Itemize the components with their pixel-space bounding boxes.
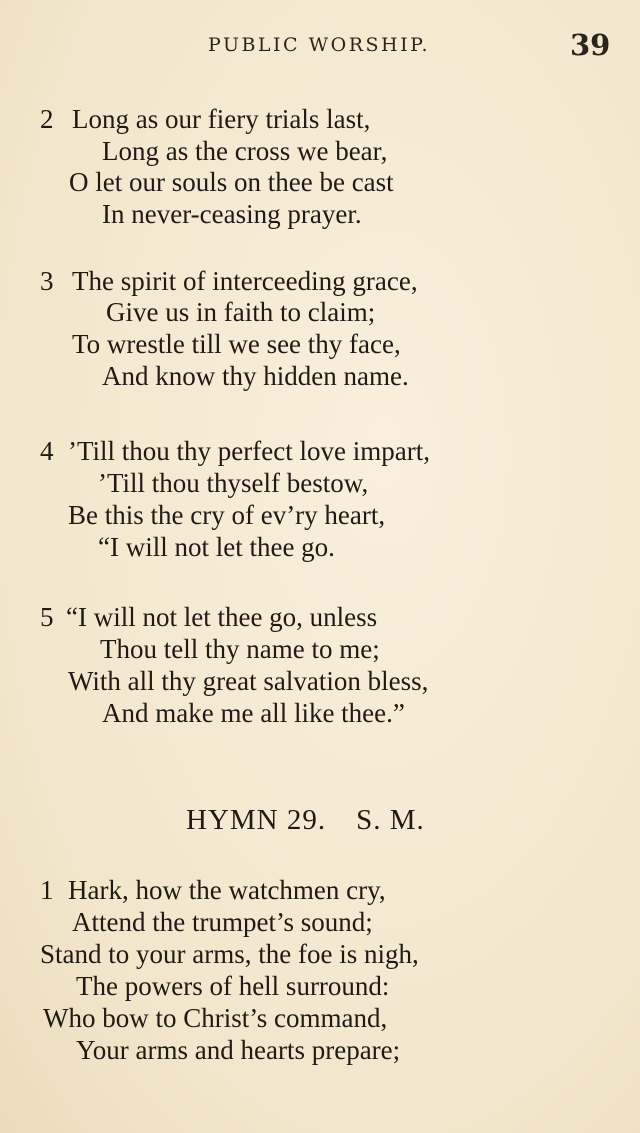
verse-line: In never-ceasing prayer. — [102, 199, 362, 229]
verse-line: ’Till thou thy perfect love impart, — [68, 436, 430, 466]
verse-line: Be this the cry of ev’ry heart, — [68, 500, 386, 530]
verse-line: “I will not let thee go. — [98, 532, 335, 562]
verse-line: Hark, how the watchmen cry, — [68, 875, 386, 905]
verse-line: Your arms and hearts prepare; — [76, 1035, 401, 1065]
page-number: 39 — [570, 28, 611, 62]
stanza-number: 3 — [40, 266, 54, 296]
stanza-number: 4 — [40, 436, 54, 466]
stanza-number: 5 — [40, 602, 54, 632]
verse-line: Stand to your arms, the foe is nigh, — [40, 939, 419, 969]
verse-line: ’Till thou thyself bestow, — [98, 468, 369, 498]
verse-line: “I will not let thee go, unless — [66, 602, 378, 632]
verse-line: Long as our fiery trials last, — [72, 104, 371, 134]
verse-line: And know thy hidden name. — [102, 361, 409, 391]
verse-line: Attend the trumpet’s sound; — [72, 907, 373, 937]
verse-line: Give us in faith to claim; — [106, 297, 376, 327]
verse-line: To wrestle till we see thy face, — [72, 329, 401, 359]
verse-line: Long as the cross we bear, — [102, 136, 388, 166]
verse-line: With all thy great salvation bless, — [68, 666, 429, 696]
stanza-number: 2 — [40, 104, 54, 134]
hymn-heading — [186, 804, 455, 837]
verse-line: Who bow to Christ’s command, — [43, 1003, 388, 1033]
verse-line: O let our souls on thee be cast — [69, 167, 394, 197]
hymn-title: HYMN 29. — [186, 804, 327, 836]
verse-line: Thou tell thy name to me; — [100, 634, 380, 664]
verse-line: The powers of hell surround: — [76, 971, 390, 1001]
running-head: PUBLIC WORSHIP. — [208, 34, 431, 56]
hymn-meter: S. M. — [356, 804, 425, 836]
verse-line: The spirit of interceeding grace, — [72, 266, 418, 296]
verse-line: And make me all like thee.” — [102, 698, 405, 728]
stanza-number: 1 — [40, 875, 54, 905]
